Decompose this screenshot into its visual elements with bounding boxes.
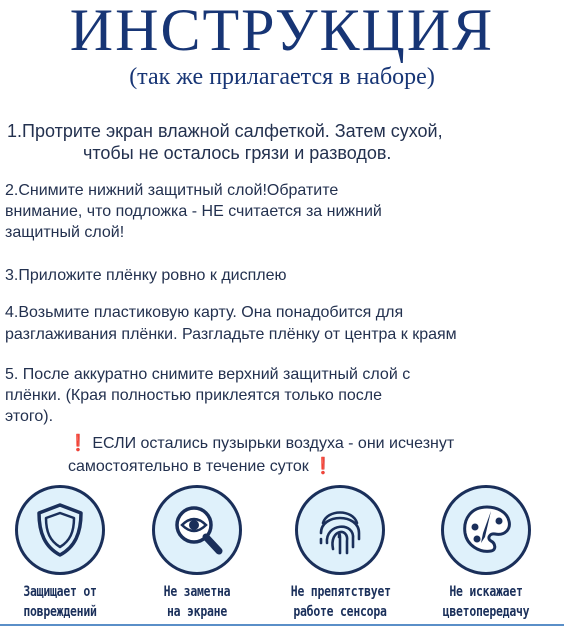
bubble-warning bbox=[68, 432, 454, 478]
step-5-line-1: 5. После аккуратно снимите верхний защитный слой с bbox=[5, 366, 411, 383]
fingerprint-icon bbox=[295, 485, 385, 575]
warning-line-2: самостоятельно в течение суток bbox=[68, 458, 309, 475]
step-2-line-3: защитный слой! bbox=[5, 224, 125, 241]
feature-label: Не препятствует работе сенсора bbox=[290, 584, 391, 620]
step-2-line-2: внимание, что подложка - НЕ считается за нижний bbox=[5, 203, 382, 220]
exclamation-icon: ❗ bbox=[68, 435, 88, 452]
feature-color bbox=[426, 485, 546, 622]
step-4-line-2: разглаживания плёнки. Разгладьте плёнку от центра к краям bbox=[5, 326, 457, 343]
step-5 bbox=[5, 364, 410, 427]
palette-icon bbox=[441, 485, 531, 575]
page-subtitle: (так же прилагается в наборе) bbox=[129, 64, 435, 90]
eye-magnifier-icon bbox=[152, 485, 242, 575]
shield-icon bbox=[15, 485, 105, 575]
page-title: ИНСТРУКЦИЯ bbox=[69, 0, 495, 63]
step-1-line-2: чтобы не осталось грязи и разводов. bbox=[83, 143, 392, 163]
step-5-line-2: плёнки. (Края полностью приклеятся только после bbox=[5, 387, 383, 404]
step-4 bbox=[5, 302, 457, 346]
step-3 bbox=[5, 265, 287, 287]
feature-invisible bbox=[137, 485, 257, 622]
feature-label: Защищает от повреждений bbox=[23, 584, 97, 620]
step-4-line-1: 4.Возьмите пластиковую карту. Она понадобится для bbox=[5, 304, 404, 321]
feature-label: Не искажает цветопередачу bbox=[442, 584, 530, 620]
step-2 bbox=[5, 180, 382, 243]
exclamation-icon: ❗ bbox=[313, 458, 334, 475]
feature-label: Не заметна на экране bbox=[163, 584, 231, 620]
step-5-line-3: этого). bbox=[5, 408, 54, 425]
step-1-line-1: 1.Протрите экран влажной салфеткой. Затем сухой, bbox=[7, 121, 443, 141]
step-3-line-1: 3.Приложите плёнку ровно к дисплею bbox=[5, 267, 287, 284]
feature-protection bbox=[0, 485, 120, 622]
step-1 bbox=[7, 120, 443, 164]
warning-line-1: ЕСЛИ остались пузырьки воздуха - они исчезнут bbox=[92, 435, 455, 452]
step-2-line-1: 2.Снимите нижний защитный слой!Обратите bbox=[5, 182, 339, 199]
feature-sensor bbox=[280, 485, 400, 622]
